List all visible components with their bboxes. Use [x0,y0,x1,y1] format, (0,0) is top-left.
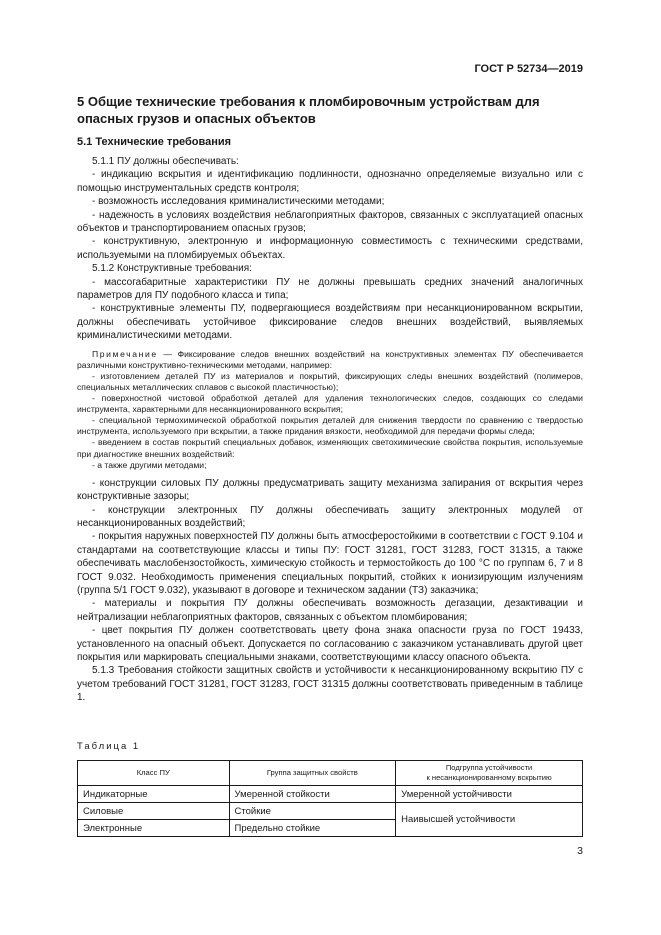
paragraph: 5.1.1 ПУ должны обеспечивать: [92,156,239,167]
list-item: - надежность в условиях воздействия неблагоприятных факторов, связанных с эксплуатацией опасных объектов и транспортированием опасных грузов; [77,209,583,235]
note-item: - введением в состав покрытий специальных добавок, изменяющих светохимические свойства покрытия, используемые при диагностике внешних воздействий: [77,437,583,459]
paragraph: 5.1.2 Конструктивные требования: [92,263,252,275]
cell-subgroup: Умеренной устойчивости [396,786,583,803]
note-intro [77,349,583,371]
section-title: 5 Общие технические требования к пломбировочным устройствам для опасных грузов и опасных объектов [77,94,540,126]
table-header-row [78,761,583,786]
list-item: - конструкции электронных ПУ должны обеспечивать защиту электронных модулей от несанкционированных воздействий; [77,504,583,529]
paragraph: 5.1.3 Требования стойкости защитных свойств и устойчивости к несанкционированному вскрытию ПУ с учетом требований ГОСТ 31281, ГОСТ 31283, ГОСТ 31315 должны соответствовать приведенным в таблице 1. [77,665,583,704]
column-header-subgroup-line1: Подгруппа устойчивости [445,763,533,772]
table-caption: Таблица 1 [77,741,141,752]
list-item: - индикацию вскрытия и идентификацию подлинности, однозначно определяемые визуально или с помощью инструментальных средств контроля; [77,169,583,194]
column-header-subgroup [396,761,583,786]
cell-class: Электронные [78,820,230,837]
table-row [78,786,583,803]
list-item: - возможность исследования криминалистическими методами; [92,196,385,208]
column-header-subgroup-line2: к несанкционированному вскрытию [426,773,552,782]
note-item: - изготовлением деталей ПУ из материалов и покрытий, фиксирующих следы внешних воздействий (полимеров, специальных металлических сплавов с высокой пластичностью); [77,370,583,392]
document-body [77,155,583,705]
list-item: - конструкции силовых ПУ должны предусматривать защиту механизма запирания от вскрытия через конструктивные зазоры; [77,477,583,503]
cell-group: Стойкие [229,803,396,820]
requirements-table [77,760,583,837]
cell-class: Индикаторные [78,786,230,803]
table-row [78,803,583,820]
note-block [77,349,583,471]
column-header-group: Группа защитных свойств [229,761,396,786]
document-id: ГОСТ Р 52734—2019 [474,63,583,75]
column-header-class: Класс ПУ [78,761,230,786]
list-item: - материалы и покрытия ПУ должны обеспечивать возможность дегазации, дезактивации и нейтрализации неблагоприятных факторов, связанных с объектом пломбирования; [77,598,583,623]
cell-group: Умеренной стойкости [229,786,396,803]
note-item: - а также другими методами; [92,459,207,470]
list-item: - покрытия наружных поверхностей ПУ должны быть атмосферостойкими в соответствии с ГОСТ 9.104 и стандартами на соответствующие классы и типы ПУ: ГОСТ 31281, ГОСТ 31283, ГОСТ 31315, а также обеспечивать маслобензостойкость, химическую стойкость и термостойкость до 100 °С по группам 6, 7 и 8 ГОСТ 9.032. Необходимость применения специальных покрытий, стойких к ионизирующим излучениям (группа 5/1 ГОСТ 9.032), указывают в договоре и техническом задании (ТЗ) заказчика; [77,531,583,596]
note-label: Примечание [92,348,158,359]
note-item: - поверхностной чистовой обработкой деталей для удаления технологических следов, создающих со следами инструмента, характерными для несанкционированного вскрытия; [77,393,583,415]
cell-class: Силовые [78,803,230,820]
list-item: - цвет покрытия ПУ должен соответствовать цвету фона знака опасности груза по ГОСТ 19433, установленного на опасный объект. Допускается по согласованию с заказчиком устанавливать другой цвет покрытия или маркировать специальными знаками, соответствующими классу опасного объекта. [77,625,583,663]
cell-subgroup: Наивысшей устойчивости [396,803,583,837]
list-item: - конструктивные элементы ПУ, подвергающиеся воздействиям при несанкционированном вскрытии, должны обеспечивать устойчивое фиксирование следов внешних воздействий, выявляемых криминалистическими методами. [77,303,583,342]
subsection-title: 5.1 Технические требования [77,136,232,148]
note-item: - специальной термохимической обработкой покрытия деталей для снижения твердости по сравнению с твердостью инструмента, используемого при вскрытии, а также придания вязкости, необходимой для передачи формы следа; [77,415,583,437]
list-item: - массогабаритные характеристики ПУ не должны превышать средних значений аналогичных параметров для ПУ подобного класса и типа; [77,276,583,302]
page-number: 3 [577,845,583,857]
note-text: — Фиксирование следов внешних воздействий на конструктивных элементах ПУ обеспечивается различными конструктивно-техническими методами, например: [77,348,583,370]
cell-group: Предельно стойкие [229,820,396,837]
list-item: - конструктивную, электронную и информационную совместимость с техническими средствами, используемыми на пломбируемых объектах. [77,236,583,261]
